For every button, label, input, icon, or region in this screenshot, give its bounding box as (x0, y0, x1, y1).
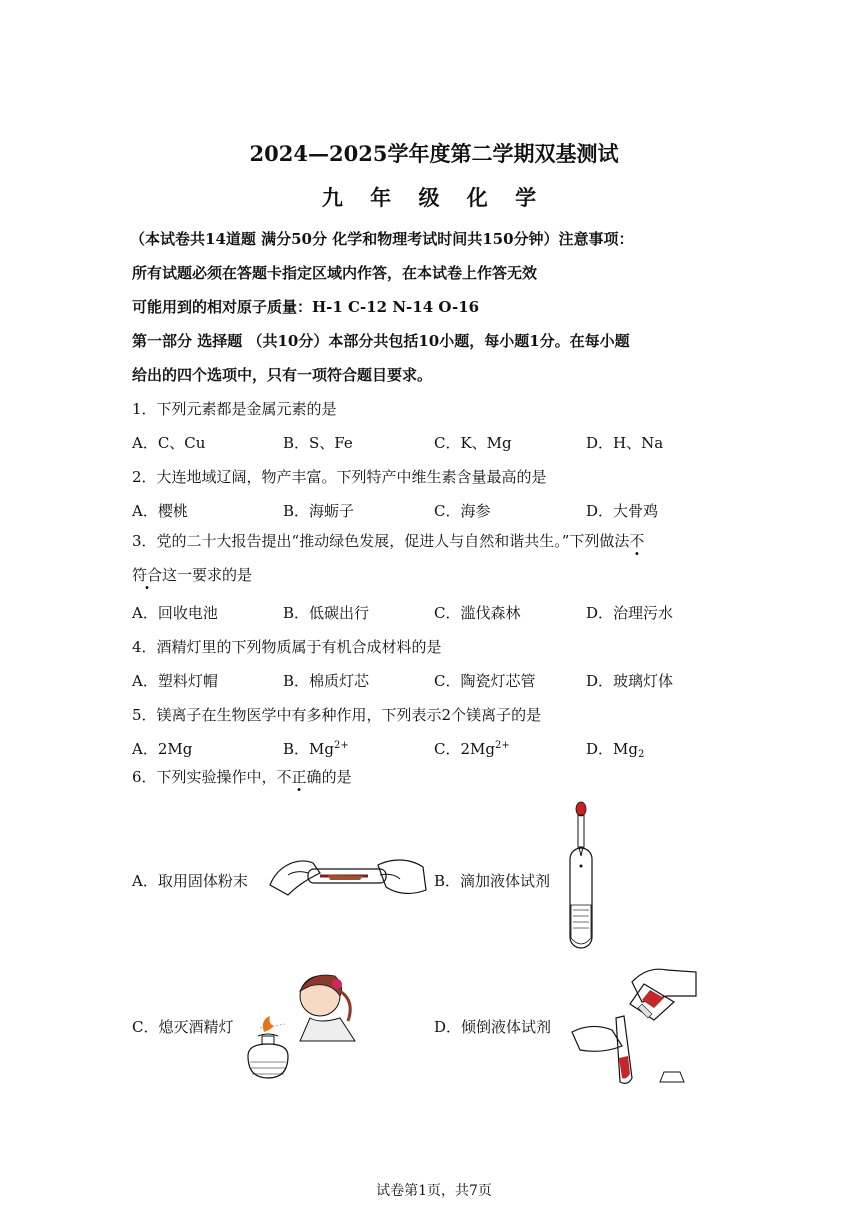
q5-option-b-text: B．Mg (283, 740, 334, 758)
q2-option-d: D．大骨鸡 (586, 502, 659, 520)
q6-stem-a: 6．下列实验操作中， (132, 768, 277, 786)
q6-option-a: A．取用固体粉末 (132, 872, 248, 890)
q4-option-b: B．棉质灯芯 (283, 672, 370, 690)
q3-option-c: C．滥伐森林 (434, 604, 521, 622)
q3-option-a: A．回收电池 (132, 604, 218, 622)
q4-option-c: C．陶瓷灯芯管 (434, 672, 536, 690)
figure-blow-lamp (240, 966, 365, 1086)
q5-option-c-text: C．2Mg (434, 740, 495, 758)
question-1-stem: 1．下列元素都是金属元素的是 (132, 400, 337, 418)
q4-option-a: A．塑料灯帽 (132, 672, 218, 690)
exam-subtitle: 九 年 级 化 学 (321, 185, 547, 210)
figure-pour-liquid (572, 962, 702, 1092)
question-5-stem: 5．镁离子在生物医学中有多种作用，下列表示2个镁离子的是 (132, 706, 542, 724)
q6-emphasis-incorrect: 不正确 (276, 768, 322, 786)
q5-option-c-charge: 2+ (494, 740, 510, 751)
q4-option-d: D．玻璃灯体 (586, 672, 674, 690)
figure-solid-powder (268, 845, 428, 905)
question-3-stem-line-2 (132, 564, 252, 585)
q6-stem-c: 的是 (321, 768, 352, 786)
notes-line-1: （本试卷共14道题 满分50分 化学和物理考试时间共150分钟）注意事项： (130, 230, 634, 248)
section1-line-1: 第一部分 选择题 （共10分）本部分共包括10小题，每小题1分。在每小题 (132, 332, 630, 350)
figure-dropper-tube (560, 800, 610, 955)
q6-option-b: B．滴加液体试剂 (434, 872, 551, 890)
q1-option-c: C．K、Mg (434, 434, 512, 452)
q5-option-c (434, 738, 510, 759)
q5-option-d-text: D．Mg (586, 740, 638, 758)
page-footer: 试卷第1页，共7页 (376, 1183, 492, 1199)
question-2-stem: 2．大连地域辽阔，物产丰富。下列特产中维生素含量最高的是 (132, 468, 547, 486)
q5-option-b (283, 738, 349, 759)
q5-option-d (586, 738, 644, 760)
q6-option-d: D．倾倒液体试剂 (434, 1018, 552, 1036)
q3-emphasis-not: 不 (629, 532, 645, 550)
q3-stem-a: 3．党的二十大报告提出“推动绿色发展，促进人与自然和谐共生。”下列做法 (132, 532, 630, 550)
q1-option-b: B．S、Fe (283, 434, 353, 452)
section1-line-2: 给出的四个选项中，只有一项符合题目要求。 (132, 366, 433, 384)
q2-option-c: C．海参 (434, 502, 491, 520)
atomic-mass-text: 可能用到的相对原子质量：H-1 C-12 N-14 O-16 (132, 298, 480, 316)
q1-option-d: D．H、Na (586, 434, 664, 452)
notes-line-2: 所有试题必须在答题卡指定区域内作答，在本试卷上作答无效 (132, 264, 538, 282)
atomic-mass-line (132, 296, 479, 317)
q1-option-a: A．C、Cu (132, 434, 206, 452)
q2-option-a: A．樱桃 (132, 502, 188, 520)
q3-option-d: D．治理污水 (586, 604, 674, 622)
q5-option-d-subscript: 2 (638, 749, 645, 760)
q5-option-b-charge: 2+ (333, 740, 349, 751)
question-6-stem (132, 766, 352, 787)
q3-option-b: B．低碳出行 (283, 604, 370, 622)
question-3-stem-line-1 (132, 530, 644, 551)
q2-option-b: B．海蛎子 (283, 502, 355, 520)
q3-emphasis-conform: 符合 (132, 566, 163, 584)
q6-option-c: C．熄灭酒精灯 (132, 1018, 234, 1036)
q3-stem-d: 这一要求的是 (162, 566, 253, 584)
q5-option-a: A．2Mg (132, 740, 193, 758)
exam-title: 2024—2025学年度第二学期双基测试 (249, 141, 619, 166)
question-4-stem: 4．酒精灯里的下列物质属于有机合成材料的是 (132, 638, 442, 656)
